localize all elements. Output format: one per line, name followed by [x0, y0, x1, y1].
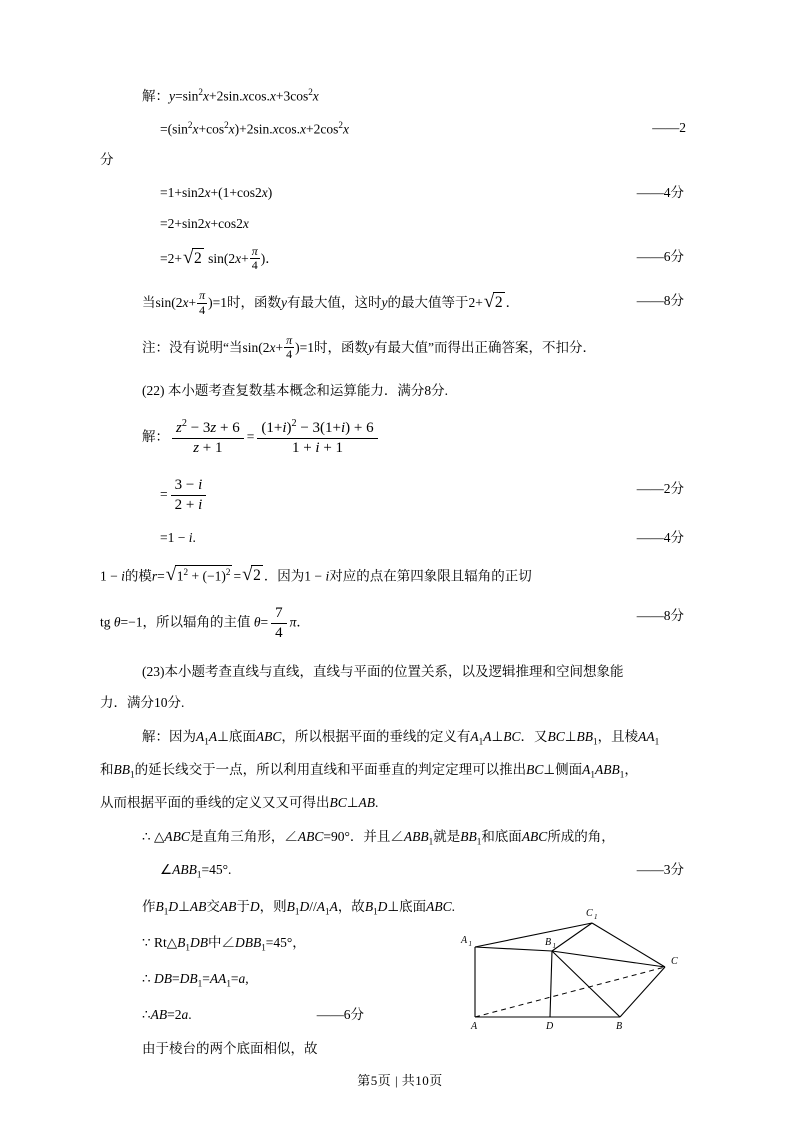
- text-line-note: 注：没有说明“当sin(2x+ $\frac{\pi}{4}$ )=1时，函数y有最大值”而得出正确答案，不扣分．: [142, 332, 596, 362]
- text-line-solution-6: 当sin(2x+ $\frac{\pi}{4}$ )=1时，函数y有最大值，这时y的最大值等于2+ √ 2 ． ——8分: [142, 288, 684, 317]
- page-footer: 第5页 | 共10页: [357, 1073, 443, 1088]
- figure-label-A1: A: [461, 935, 468, 946]
- svg-text:1: 1: [594, 913, 598, 921]
- text-line-problem-23: (23)本小题考查直线与直线，直线与平面的位置关系，以及逻辑推理和空间想象能: [142, 663, 624, 679]
- score-mark: ——6分: [636, 249, 684, 265]
- text-line-solution-4: =2+sin2x+cos2x: [160, 215, 249, 231]
- score-mark: ——8分: [636, 608, 684, 624]
- text-line-sol-23-5: $\angle ABB_1=45^\circ$. ——3分: [160, 862, 684, 881]
- text-line-eq-22-1: 解： $\frac{z^2 - 3z + 6}{z + 1}$ = $\frac{(1+i)^2 - 3(1+i) + 6}{1 + i + 1}$: [118, 418, 684, 458]
- score-mark: ——4分: [636, 184, 684, 200]
- text-line-solution-5: =2+ √ 2 sin(2x+ $\frac{\pi}{4}$ )． ——6分: [160, 244, 684, 273]
- score-mark: ——2: [652, 119, 686, 135]
- text-line-sol-23-7: ∵ $Rt\triangle B_1DB$中$\angle DBB_1=45^\circ$，: [142, 934, 306, 953]
- text-line-sol-23-9: ∴AB=2a. ——6分: [118, 1006, 684, 1024]
- score-mark: ——8分: [636, 293, 684, 309]
- text-line-solution-1: 解：$y=\sin^2x+2\sin.xcos.x+3\cos^2x$: [142, 87, 319, 104]
- svg-text:1: 1: [468, 940, 472, 948]
- text-line-solution-3: =1+sin2x+(1+cos2x) ——4分: [118, 184, 684, 202]
- figure-label-A: A: [471, 1021, 478, 1030]
- text-line-sol-23-6: 作$B_1D\perp AB$交AB于D，则$B_1D//A_1A$，故$B_1D\perp$底面ABC.: [142, 898, 456, 917]
- score-mark: ——4分: [636, 530, 684, 546]
- score-mark: ——2分: [636, 480, 684, 496]
- text-line-problem-23b: 力．满分10分.: [100, 694, 185, 710]
- text-line-sol-23-2: 和$BB_1$的延长线交于一点，所以利用直线和平面垂直的判定定理可以推出BC⊥侧面$A_1ABB_1$，: [100, 762, 638, 780]
- figure-label-C1: C: [586, 908, 593, 919]
- text-line-eq-22-2: = $\frac{3 - i}{2 + i}$ ——2分: [160, 476, 684, 513]
- text-line-sol-23-8: ∴ $DB=DB_1=AA_1=a$,: [142, 970, 249, 989]
- text-line-sol-23-4: ∴ △ABC是直角三角形，∠ABC=90°．并且$\angle ABB_1$就是$BB_1$和底面ABC所成的角，: [142, 829, 615, 848]
- text-line-problem-22: (22) 本小题考查复数基本概念和运算能力．满分8分.: [142, 383, 448, 399]
- text-line-solution-2: $=(\sin^2x+\cos^2x)+2\sin.xcos.x+2\cos^2x$ ——2: [160, 119, 686, 137]
- text-line-eq-22-4: 1 − i的模r= √ $1^2 + (-1)^2$ = √ 2 ．因为1 − i对应的点在第四象限且辐角的正切: [100, 563, 532, 586]
- text-line-eq-22-3: =1 − i. ——4分: [118, 529, 684, 547]
- text-line-sol-23-3: 从而根据平面的垂线的定义又又可得出BC⊥AB.: [100, 795, 379, 811]
- prism-frustum-diagram: [455, 895, 700, 1030]
- figure-label-D: D: [546, 1021, 554, 1030]
- figure-label-B: B: [616, 1021, 623, 1030]
- text-line-sol-23-1: 解：因为$A_1A\perp$底面ABC，所以根据平面的垂线的定义有$A_1A\perp BC$．又$BC\perp BB_1$，且棱$AA_1$: [142, 729, 660, 747]
- figure-label-C: C: [671, 956, 678, 967]
- score-mark: ——6分: [316, 1006, 364, 1022]
- text-line-eq-22-5: tg θ=−1，所以辐角的主值 θ= $\frac{7}{4}$ π． ——8分: [100, 605, 684, 641]
- figure-label-B1: B: [545, 937, 552, 948]
- svg-text:1: 1: [552, 942, 556, 950]
- text-line-sol-23-10: 由于棱台的两个底面相似，故: [142, 1041, 318, 1056]
- score-mark: ——3分: [636, 862, 684, 878]
- text-line-fen: 分: [100, 152, 114, 168]
